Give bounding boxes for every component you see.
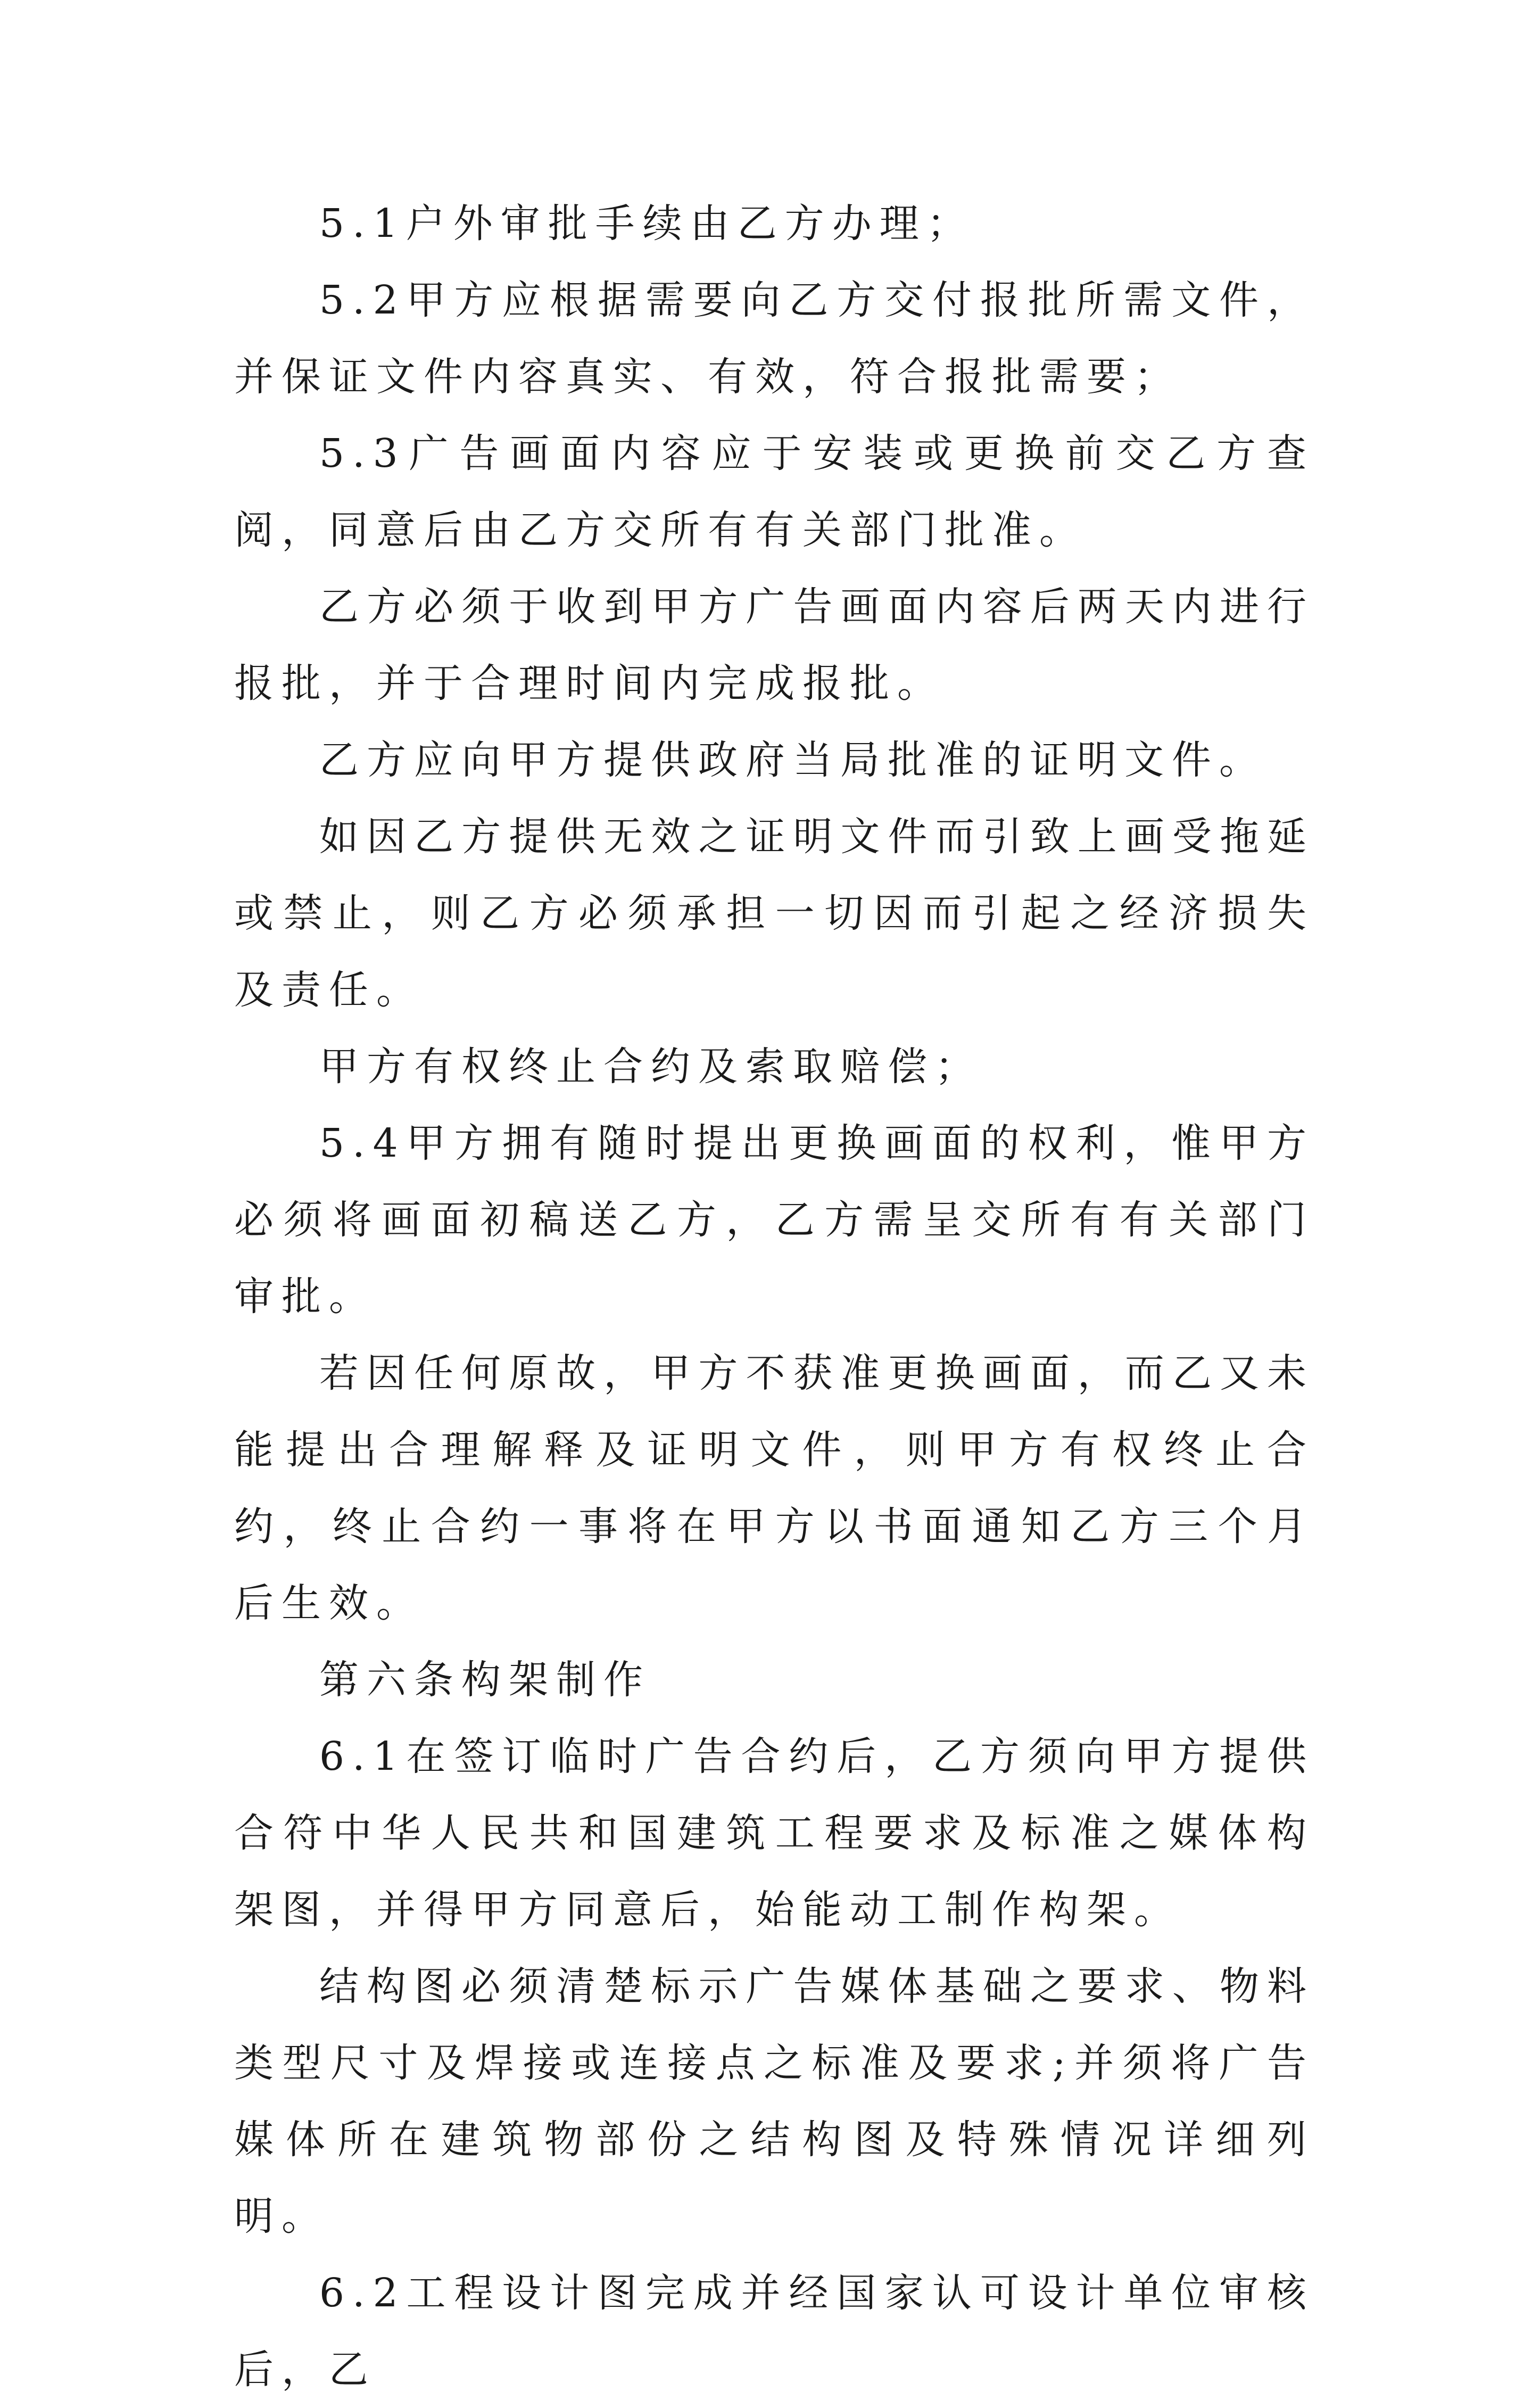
- paragraph-approval-deadline: 乙方必须于收到甲方广告画面内容后两天内进行报批，并于合理时间内完成报批。: [234, 584, 1314, 706]
- section-heading-article-6: 第六条构架制作: [319, 1657, 651, 1703]
- paragraph-invalid-proof: 如因乙方提供无效之证明文件而引致上画受拖延或禁止，则乙方必须承担一切因而引起之经济损失及责任。: [234, 814, 1314, 1013]
- document-body: [234, 185, 1314, 2408]
- paragraph-5-2: 5.2甲方应根据需要向乙方交付报批所需文件，并保证文件内容真实、有效，符合报批需要；: [234, 277, 1314, 400]
- paragraph-structure-drawing: 结构图必须清楚标示广告媒体基础之要求、物料类型尺寸及焊接或连接点之标准及要求;并须将广告媒体所在建筑物部份之结构图及特殊情况详细列明。: [234, 1964, 1314, 2239]
- paragraph-5-3: 5.3广告画面内容应于安装或更换前交乙方查阅，同意后由乙方交所有有关部门批准。: [234, 431, 1314, 553]
- paragraph-termination-right: 甲方有权终止合约及索取赔偿；: [319, 1044, 982, 1090]
- paragraph-approval-proof: 乙方应向甲方提供政府当局批准的证明文件。: [319, 737, 1266, 783]
- paragraph-replacement-denied: 若因任何原故，甲方不获准更换画面，而乙又未能提出合理解释及证明文件，则甲方有权终止合约，终止合约一事将在甲方以书面通知乙方三个月后生效。: [234, 1350, 1314, 1626]
- paragraph-6-2: 6.2工程设计图完成并经国家认可设计单位审核后，乙: [234, 2270, 1314, 2393]
- paragraph-5-1: 5.1户外审批手续由乙方办理；: [319, 201, 974, 246]
- paragraph-6-1: 6.1在签订临时广告合约后，乙方须向甲方提供合符中华人民共和国建筑工程要求及标准之媒体构架图，并得甲方同意后，始能动工制作构架。: [234, 1734, 1314, 1933]
- paragraph-5-4: 5.4甲方拥有随时提出更换画面的权利，惟甲方必须将画面初稿送乙方，乙方需呈交所有有关部门审批。: [234, 1120, 1314, 1320]
